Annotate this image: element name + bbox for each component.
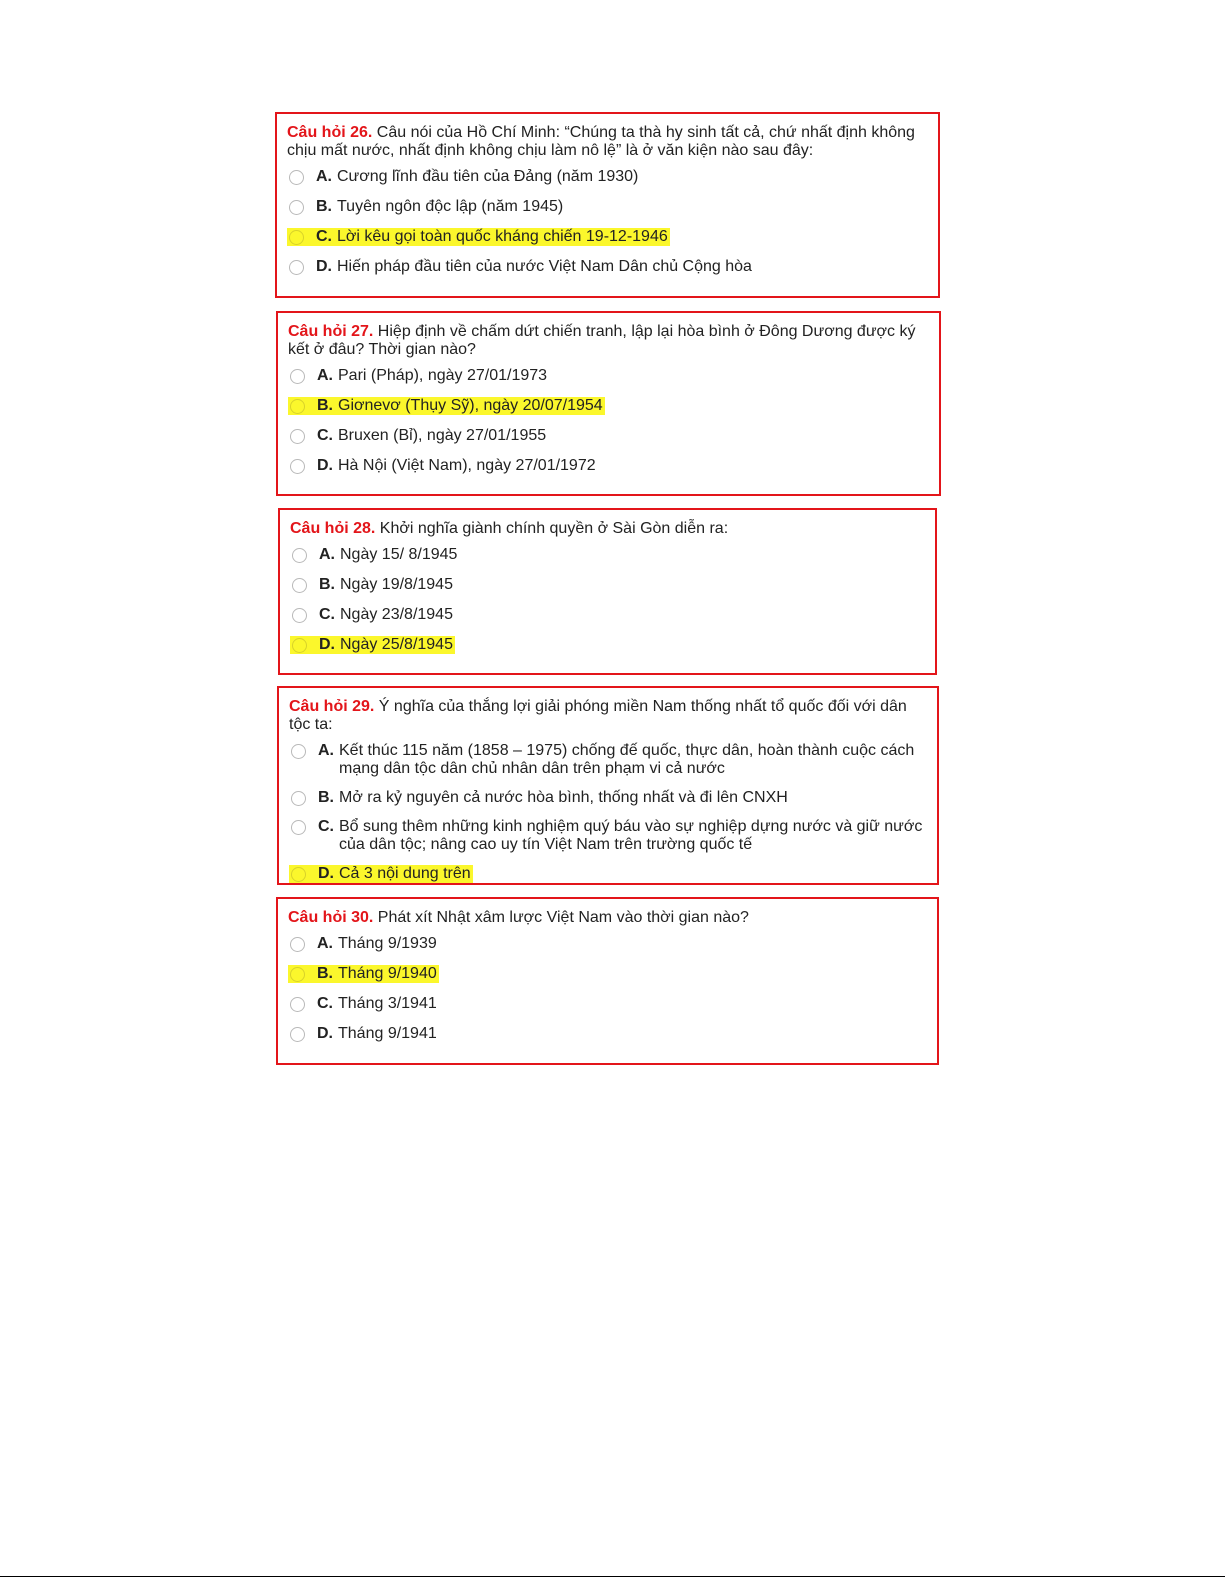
option-text: Cương lĩnh đầu tiên của Đảng (năm 1930): [337, 168, 639, 185]
option-d[interactable]: [288, 1025, 927, 1043]
question-text: [288, 323, 929, 359]
radio-button[interactable]: [290, 369, 305, 384]
radio-button[interactable]: [291, 791, 306, 806]
option-letter: C.: [317, 427, 333, 444]
option-text: Ngày 25/8/1945: [340, 636, 453, 653]
option-d[interactable]: [288, 457, 929, 475]
question-prompt: Phát xít Nhật xâm lược Việt Nam vào thời gian nào?: [373, 909, 749, 926]
question-prompt: Khởi nghĩa giành chính quyền ở Sài Gòn diễn ra:: [375, 520, 729, 537]
option-letter: A.: [317, 367, 333, 384]
question-card-28: [278, 508, 937, 675]
option-letter: B.: [317, 397, 333, 414]
question-text: [287, 124, 928, 160]
question-prompt: Ý nghĩa của thắng lợi giải phóng miền Nam thống nhất tổ quốc đối với dân tộc ta:: [289, 698, 907, 733]
option-text: Tuyên ngôn độc lập (năm 1945): [337, 198, 564, 215]
option-c[interactable]: [290, 606, 925, 624]
option-a[interactable]: [290, 546, 925, 564]
option-text: Lời kêu gọi toàn quốc kháng chiến 19-12-1946: [337, 228, 668, 245]
option-text: Hà Nội (Việt Nam), ngày 27/01/1972: [338, 457, 596, 474]
question-prompt: Hiệp định về chấm dứt chiến tranh, lập lại hòa bình ở Đông Dương được ký kết ở đâu? Thời gian nào?: [288, 323, 916, 358]
option-letter: D.: [317, 457, 333, 474]
radio-button[interactable]: [290, 967, 305, 982]
option-text: Bổ sung thêm những kinh nghiệm quý báu vào sự nghiệp dựng nước và giữ nước của dân tộc; nâng cao uy tín Việt Nam trên trường quốc tế: [339, 818, 923, 853]
option-letter: A.: [316, 168, 332, 185]
option-text: Ngày 23/8/1945: [340, 606, 453, 623]
option-text: Tháng 9/1941: [338, 1025, 437, 1042]
question-card-30: [276, 897, 939, 1065]
radio-button[interactable]: [289, 200, 304, 215]
option-letter: D.: [318, 865, 334, 882]
radio-button[interactable]: [292, 608, 307, 623]
radio-button[interactable]: [291, 820, 306, 835]
option-b-correct[interactable]: [288, 397, 929, 415]
option-b[interactable]: [290, 576, 925, 594]
option-text: Tháng 3/1941: [338, 995, 437, 1012]
radio-button[interactable]: [289, 170, 304, 185]
option-d-correct[interactable]: [290, 636, 925, 654]
option-letter: D.: [317, 1025, 333, 1042]
radio-button[interactable]: [291, 867, 306, 882]
radio-button[interactable]: [290, 937, 305, 952]
radio-button[interactable]: [290, 1027, 305, 1042]
option-letter: B.: [318, 789, 334, 806]
question-number: Câu hỏi 29.: [289, 698, 375, 715]
radio-button[interactable]: [292, 578, 307, 593]
question-card-29: [277, 686, 939, 885]
radio-button[interactable]: [290, 997, 305, 1012]
option-letter: A.: [319, 546, 335, 563]
option-letter: D.: [319, 636, 335, 653]
option-text: Bruxen (Bỉ), ngày 27/01/1955: [338, 427, 547, 444]
option-letter: D.: [316, 258, 332, 275]
question-number: Câu hỏi 26.: [287, 124, 373, 141]
option-text: Tháng 9/1939: [338, 935, 437, 952]
option-text: Kết thúc 115 năm (1858 – 1975) chống đế quốc, thực dân, hoàn thành cuộc cách mạng dân tộc dân chủ nhân dân trên phạm vi cả nước: [339, 742, 915, 777]
option-c[interactable]: [288, 995, 927, 1013]
option-c[interactable]: [288, 427, 929, 445]
question-text: [290, 520, 925, 538]
option-text: Ngày 15/ 8/1945: [340, 546, 458, 563]
option-c-correct[interactable]: [287, 228, 928, 246]
option-a[interactable]: [289, 742, 927, 778]
option-b[interactable]: [287, 198, 928, 216]
radio-button[interactable]: [290, 459, 305, 474]
page-bottom-rule: [0, 1576, 1225, 1577]
radio-button[interactable]: [289, 230, 304, 245]
option-b[interactable]: [289, 789, 927, 807]
question-number: Câu hỏi 30.: [288, 909, 374, 926]
option-letter: B.: [317, 965, 333, 982]
option-text: Giơnevơ (Thụy Sỹ), ngày 20/07/1954: [338, 397, 603, 414]
option-letter: C.: [319, 606, 335, 623]
option-letter: A.: [317, 935, 333, 952]
option-letter: C.: [316, 228, 332, 245]
question-prompt: Câu nói của Hồ Chí Minh: “Chúng ta thà hy sinh tất cả, chứ nhất định không chịu mất nước, nhất định không chịu làm nô lệ” là ở văn kiện nào sau đây:: [287, 124, 915, 159]
option-text: Hiến pháp đầu tiên của nước Việt Nam Dân chủ Cộng hòa: [337, 258, 752, 275]
radio-button[interactable]: [291, 744, 306, 759]
option-a[interactable]: [288, 367, 929, 385]
option-text: Ngày 19/8/1945: [340, 576, 453, 593]
radio-button[interactable]: [289, 260, 304, 275]
radio-button[interactable]: [290, 399, 305, 414]
question-number: Câu hỏi 28.: [290, 520, 376, 537]
radio-button[interactable]: [292, 638, 307, 653]
option-text: Cả 3 nội dung trên: [339, 865, 471, 882]
question-card-27: [276, 311, 941, 496]
option-letter: A.: [318, 742, 334, 759]
option-b-correct[interactable]: [288, 965, 927, 983]
radio-button[interactable]: [290, 429, 305, 444]
option-text: Tháng 9/1940: [338, 965, 437, 982]
option-letter: C.: [317, 995, 333, 1012]
option-letter: C.: [318, 818, 334, 835]
option-d[interactable]: [287, 258, 928, 276]
option-text: Pari (Pháp), ngày 27/01/1973: [338, 367, 548, 384]
option-a[interactable]: [287, 168, 928, 186]
option-letter: B.: [316, 198, 332, 215]
option-d-correct[interactable]: [289, 865, 927, 883]
question-text: [289, 698, 927, 734]
option-text: Mở ra kỷ nguyên cả nước hòa bình, thống nhất và đi lên CNXH: [339, 789, 788, 806]
question-text: [288, 909, 927, 927]
option-letter: B.: [319, 576, 335, 593]
option-c[interactable]: [289, 818, 927, 854]
option-a[interactable]: [288, 935, 927, 953]
question-card-26: [275, 112, 940, 298]
question-number: Câu hỏi 27.: [288, 323, 374, 340]
radio-button[interactable]: [292, 548, 307, 563]
